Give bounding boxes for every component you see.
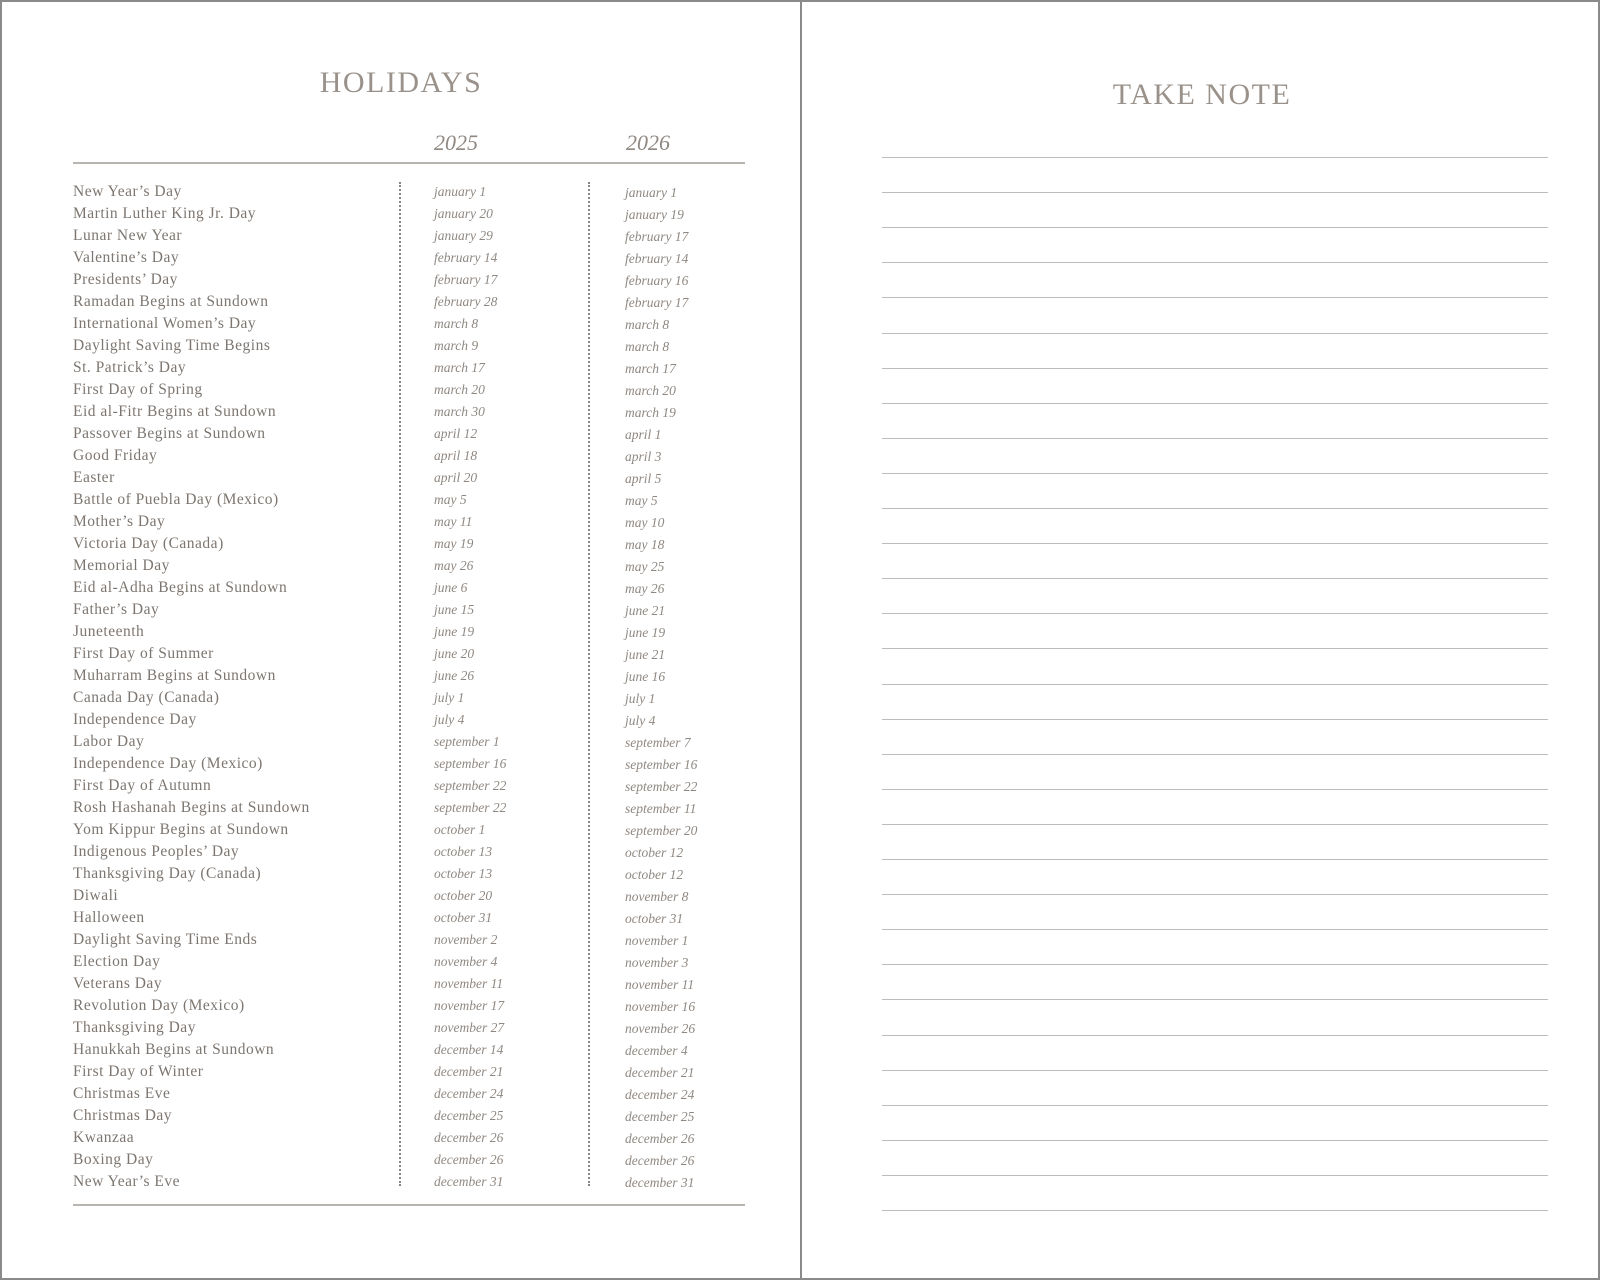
holiday-name: Memorial Day	[73, 557, 170, 574]
holiday-row	[73, 731, 745, 753]
holiday-date-2026: june 16	[625, 669, 666, 684]
holiday-name: Father’s Day	[73, 601, 160, 618]
holiday-date-2026: june 21	[625, 603, 666, 618]
holiday-row	[73, 511, 745, 533]
holiday-row	[73, 423, 745, 445]
holiday-name: Daylight Saving Time Begins	[73, 337, 271, 354]
note-line	[882, 999, 1548, 1000]
holiday-date-2025: june 19	[434, 624, 475, 639]
holiday-date-2026: september 16	[625, 757, 698, 772]
holiday-name: Eid al-Adha Begins at Sundown	[73, 579, 288, 596]
holiday-date-2026: october 12	[625, 867, 684, 882]
holiday-date-2025: november 2	[434, 932, 498, 947]
holiday-date-2025: february 28	[434, 294, 498, 309]
holiday-date-2025: september 22	[434, 800, 507, 815]
note-line	[882, 192, 1548, 193]
holiday-date-2025: december 21	[434, 1064, 504, 1079]
holiday-date-2025: october 20	[434, 888, 493, 903]
notes-page	[802, 2, 1598, 1278]
note-line	[882, 894, 1548, 895]
holiday-row	[73, 709, 745, 731]
note-line	[882, 719, 1548, 720]
note-line	[882, 1105, 1548, 1106]
holiday-name: Battle of Puebla Day (Mexico)	[73, 491, 279, 508]
note-line	[882, 1175, 1548, 1176]
holiday-date-2025: november 11	[434, 976, 504, 991]
holiday-name: Daylight Saving Time Ends	[73, 931, 258, 948]
header-rule	[73, 162, 745, 164]
holiday-row	[73, 621, 745, 643]
holiday-date-2025: june 15	[434, 602, 475, 617]
holiday-date-2026: november 16	[625, 999, 696, 1014]
holiday-name: Independence Day (Mexico)	[73, 755, 263, 772]
holiday-date-2026: november 3	[625, 955, 689, 970]
note-line	[882, 824, 1548, 825]
holiday-date-2025: september 16	[434, 756, 507, 771]
holiday-date-2026: may 5	[625, 493, 658, 508]
holiday-date-2026: december 25	[625, 1109, 695, 1124]
holiday-date-2025: september 22	[434, 778, 507, 793]
holiday-row	[73, 885, 745, 907]
holiday-name: Independence Day	[73, 711, 197, 728]
note-line	[882, 754, 1548, 755]
note-line	[882, 1035, 1548, 1036]
year-header-2026: 2026	[626, 130, 670, 155]
holiday-row	[73, 599, 745, 621]
holiday-row	[73, 951, 745, 973]
note-line	[882, 403, 1548, 404]
holiday-date-2025: december 24	[434, 1086, 504, 1101]
holiday-row	[73, 291, 745, 313]
holiday-date-2026: september 22	[625, 779, 698, 794]
holiday-row	[73, 665, 745, 687]
holiday-date-2025: october 1	[434, 822, 486, 837]
note-line	[882, 543, 1548, 544]
holiday-name: Good Friday	[73, 447, 158, 464]
holiday-list	[73, 181, 745, 1193]
holiday-row	[73, 819, 745, 841]
holiday-row	[73, 687, 745, 709]
note-line	[882, 613, 1548, 614]
holiday-name: Yom Kippur Begins at Sundown	[73, 821, 289, 838]
holiday-date-2026: may 18	[625, 537, 665, 552]
holiday-date-2026: december 21	[625, 1065, 695, 1080]
holiday-name: St. Patrick’s Day	[73, 359, 187, 376]
holiday-row	[73, 401, 745, 423]
holiday-date-2025: february 17	[434, 272, 498, 287]
note-line	[882, 859, 1548, 860]
year-header-2025: 2025	[434, 130, 478, 155]
holidays-page	[2, 2, 800, 1278]
holiday-row	[73, 181, 745, 203]
holiday-row	[73, 489, 745, 511]
holiday-date-2025: april 12	[434, 426, 478, 441]
holiday-date-2025: january 29	[434, 228, 493, 243]
holiday-name: Boxing Day	[73, 1151, 154, 1168]
holiday-name: Lunar New Year	[73, 227, 183, 244]
holiday-date-2025: december 26	[434, 1130, 504, 1145]
holiday-date-2026: december 31	[625, 1175, 695, 1190]
note-line	[882, 333, 1548, 334]
holiday-date-2026: june 19	[625, 625, 666, 640]
holiday-date-2026: november 26	[625, 1021, 696, 1036]
holiday-row	[73, 335, 745, 357]
page-title: TAKE NOTE	[1112, 78, 1292, 111]
holiday-name: Rosh Hashanah Begins at Sundown	[73, 799, 310, 816]
holiday-name: Election Day	[73, 953, 161, 970]
holiday-name: Halloween	[73, 909, 145, 926]
holiday-date-2026: may 26	[625, 581, 665, 596]
holiday-row	[73, 269, 745, 291]
holiday-name: Indigenous Peoples’ Day	[73, 843, 240, 860]
holiday-name: Victoria Day (Canada)	[73, 535, 224, 552]
holiday-date-2026: january 1	[625, 185, 678, 200]
holiday-date-2026: april 1	[625, 427, 662, 442]
note-line	[882, 438, 1548, 439]
holiday-name: Muharram Begins at Sundown	[73, 667, 276, 684]
holiday-row	[73, 907, 745, 929]
holiday-name: Valentine’s Day	[73, 249, 180, 266]
holiday-date-2025: december 26	[434, 1152, 504, 1167]
note-line	[882, 1070, 1548, 1071]
holiday-date-2025: october 13	[434, 866, 493, 881]
note-line	[882, 578, 1548, 579]
holiday-date-2025: may 11	[434, 514, 473, 529]
holiday-date-2025: may 19	[434, 536, 474, 551]
note-line	[882, 262, 1548, 263]
note-line	[882, 929, 1548, 930]
holiday-date-2025: march 30	[434, 404, 485, 419]
holiday-date-2025: january 1	[434, 184, 487, 199]
holiday-date-2025: march 20	[434, 382, 485, 397]
holiday-date-2025: june 26	[434, 668, 475, 683]
holiday-date-2026: march 8	[625, 317, 670, 332]
holiday-name: Veterans Day	[73, 975, 163, 992]
footer-rule	[73, 1204, 745, 1206]
holiday-name: Kwanzaa	[73, 1129, 135, 1146]
holiday-row	[73, 775, 745, 797]
holiday-date-2025: april 18	[434, 448, 478, 463]
holiday-date-2025: march 17	[434, 360, 485, 375]
holiday-row	[73, 1171, 745, 1193]
holiday-name: Mother’s Day	[73, 513, 166, 530]
holiday-date-2026: may 10	[625, 515, 665, 530]
holiday-name: Hanukkah Begins at Sundown	[73, 1041, 275, 1058]
holiday-date-2025: november 17	[434, 998, 505, 1013]
holiday-date-2025: may 26	[434, 558, 474, 573]
holiday-name: Easter	[73, 469, 115, 486]
holiday-date-2026: february 17	[625, 295, 689, 310]
holiday-date-2025: january 20	[434, 206, 493, 221]
holiday-row	[73, 379, 745, 401]
note-line	[882, 473, 1548, 474]
note-line	[882, 227, 1548, 228]
holiday-name: First Day of Autumn	[73, 777, 212, 794]
holiday-name: Juneteenth	[73, 623, 145, 640]
holiday-date-2026: july 4	[625, 713, 656, 728]
holiday-date-2025: october 13	[434, 844, 493, 859]
holiday-row	[73, 577, 745, 599]
holiday-name: Martin Luther King Jr. Day	[73, 205, 257, 222]
holiday-date-2026: january 19	[625, 207, 684, 222]
holiday-row	[73, 643, 745, 665]
holiday-row	[73, 247, 745, 269]
holiday-date-2026: june 21	[625, 647, 666, 662]
holiday-name: Revolution Day (Mexico)	[73, 997, 245, 1014]
holiday-date-2025: september 1	[434, 734, 500, 749]
holiday-date-2026: december 26	[625, 1131, 695, 1146]
holiday-row	[73, 1127, 745, 1149]
holiday-date-2026: september 7	[625, 735, 691, 750]
holiday-name: Christmas Eve	[73, 1085, 171, 1102]
holiday-name: International Women’s Day	[73, 315, 257, 332]
holiday-name: Ramadan Begins at Sundown	[73, 293, 269, 310]
holiday-date-2026: march 19	[625, 405, 676, 420]
holiday-date-2026: october 12	[625, 845, 684, 860]
note-line	[882, 368, 1548, 369]
holiday-date-2025: december 14	[434, 1042, 504, 1057]
note-line	[882, 964, 1548, 965]
holiday-row	[73, 841, 745, 863]
holiday-date-2025: may 5	[434, 492, 467, 507]
holiday-row	[73, 1039, 745, 1061]
holiday-name: First Day of Spring	[73, 381, 203, 398]
holiday-row	[73, 1017, 745, 1039]
holiday-name: Diwali	[73, 887, 119, 904]
holiday-date-2026: november 1	[625, 933, 689, 948]
holiday-row	[73, 863, 745, 885]
holiday-date-2025: april 20	[434, 470, 478, 485]
holiday-date-2025: june 20	[434, 646, 475, 661]
note-line	[882, 1210, 1548, 1211]
holiday-name: First Day of Summer	[73, 645, 214, 662]
holiday-date-2025: november 27	[434, 1020, 505, 1035]
note-line	[882, 1140, 1548, 1141]
holiday-row	[73, 203, 745, 225]
note-line	[882, 157, 1548, 158]
holiday-row	[73, 1149, 745, 1171]
holiday-row	[73, 929, 745, 951]
holiday-date-2026: march 20	[625, 383, 676, 398]
holiday-name: New Year’s Day	[73, 183, 182, 200]
holiday-name: First Day of Winter	[73, 1063, 204, 1080]
holiday-date-2026: november 8	[625, 889, 689, 904]
holiday-row	[73, 1061, 745, 1083]
holiday-date-2025: march 8	[434, 316, 479, 331]
holiday-row	[73, 313, 745, 335]
holiday-date-2026: december 4	[625, 1043, 688, 1058]
holiday-date-2025: june 6	[434, 580, 468, 595]
holiday-name: Labor Day	[73, 733, 145, 750]
holiday-date-2026: february 16	[625, 273, 689, 288]
holiday-row	[73, 973, 745, 995]
holiday-date-2026: april 5	[625, 471, 662, 486]
holiday-date-2026: july 1	[625, 691, 656, 706]
holiday-name: Thanksgiving Day (Canada)	[73, 865, 262, 882]
holiday-date-2026: september 20	[625, 823, 698, 838]
holiday-date-2025: march 9	[434, 338, 479, 353]
holiday-row	[73, 797, 745, 819]
holiday-date-2026: march 8	[625, 339, 670, 354]
note-line	[882, 297, 1548, 298]
holiday-name: Christmas Day	[73, 1107, 173, 1124]
holiday-date-2026: december 24	[625, 1087, 695, 1102]
holiday-date-2025: december 31	[434, 1174, 504, 1189]
note-line	[882, 508, 1548, 509]
holiday-row	[73, 533, 745, 555]
page-title: HOLIDAYS	[319, 66, 483, 99]
holiday-date-2025: february 14	[434, 250, 498, 265]
holiday-date-2026: november 11	[625, 977, 695, 992]
holiday-row	[73, 555, 745, 577]
holiday-date-2026: february 17	[625, 229, 689, 244]
holiday-row	[73, 1105, 745, 1127]
holiday-name: Presidents’ Day	[73, 271, 178, 288]
holiday-name: Thanksgiving Day	[73, 1019, 196, 1036]
holiday-name: New Year’s Eve	[73, 1173, 181, 1190]
holiday-date-2026: september 11	[625, 801, 697, 816]
note-line	[882, 789, 1548, 790]
holiday-row	[73, 357, 745, 379]
holiday-date-2025: december 25	[434, 1108, 504, 1123]
holiday-date-2025: july 4	[434, 712, 465, 727]
note-line	[882, 648, 1548, 649]
holiday-row	[73, 467, 745, 489]
holiday-date-2026: october 31	[625, 911, 684, 926]
holiday-date-2025: july 1	[434, 690, 465, 705]
holiday-row	[73, 225, 745, 247]
holiday-date-2025: october 31	[434, 910, 493, 925]
holiday-row	[73, 995, 745, 1017]
holiday-date-2026: december 26	[625, 1153, 695, 1168]
holiday-date-2026: april 3	[625, 449, 662, 464]
holiday-date-2026: february 14	[625, 251, 689, 266]
holiday-name: Eid al-Fitr Begins at Sundown	[73, 403, 277, 420]
holiday-name: Canada Day (Canada)	[73, 689, 220, 706]
holiday-row	[73, 445, 745, 467]
holiday-row	[73, 1083, 745, 1105]
holiday-date-2026: march 17	[625, 361, 676, 376]
holiday-date-2025: november 4	[434, 954, 498, 969]
note-line	[882, 684, 1548, 685]
holiday-date-2026: may 25	[625, 559, 665, 574]
holiday-name: Passover Begins at Sundown	[73, 425, 266, 442]
holiday-row	[73, 753, 745, 775]
